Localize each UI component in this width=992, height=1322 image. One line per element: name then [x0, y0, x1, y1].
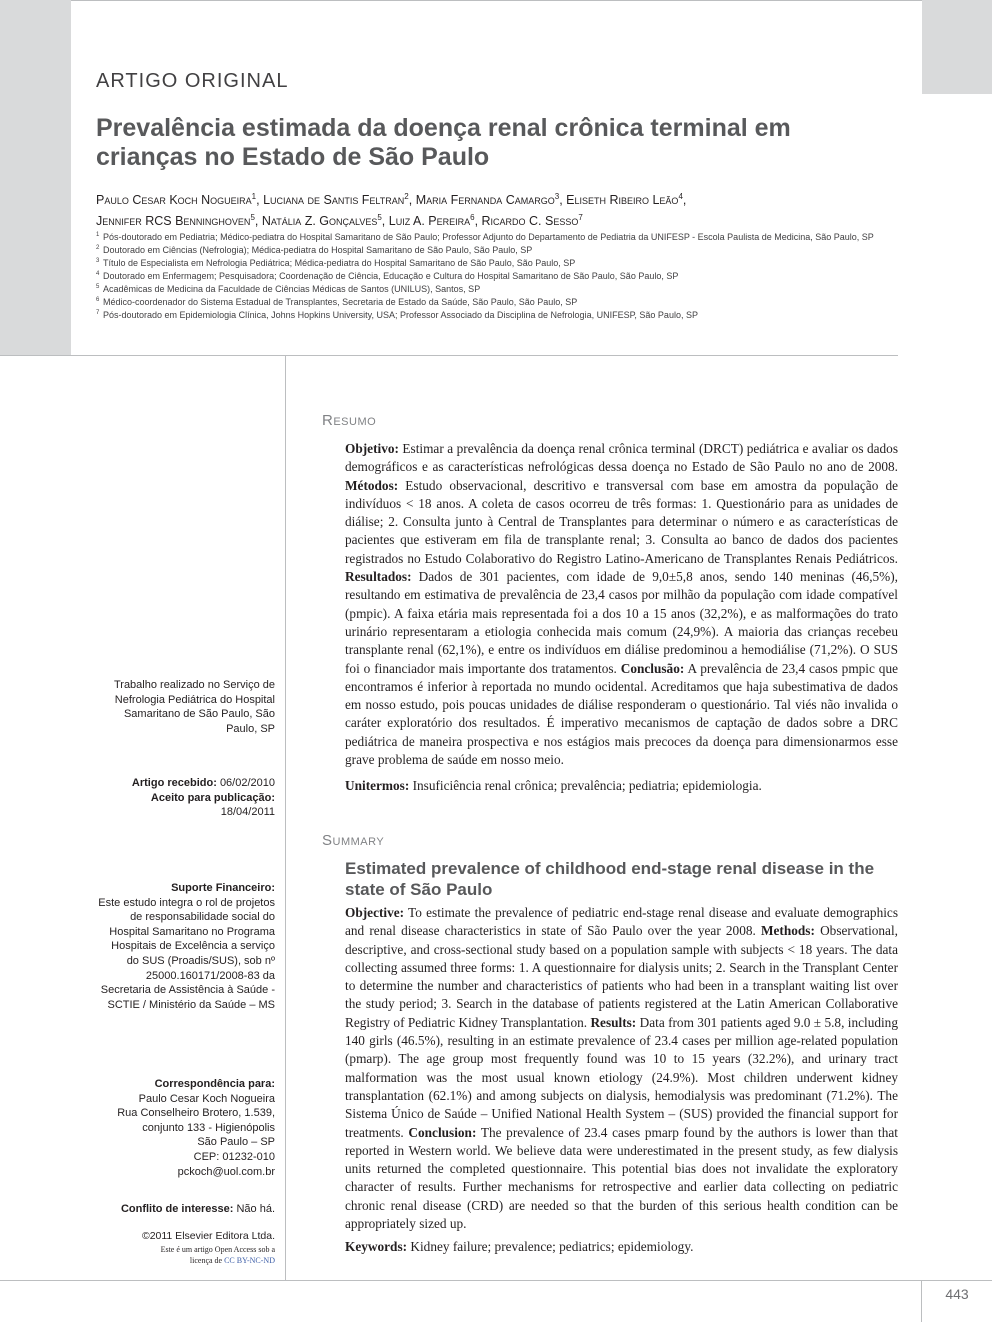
author-separator: , [682, 193, 687, 208]
author-separator: , [408, 193, 416, 208]
footer-divider [0, 1280, 992, 1281]
funding-label: Suporte Financeiro: [171, 882, 275, 894]
affiliation [96, 309, 898, 322]
affiliation-text: Médico-coordenador do Sistema Estadual de Transplantes, Secretaria de Estado da Saúde, São Paulo, São Paulo, SP [103, 297, 578, 307]
results-label: Results: [590, 1014, 637, 1030]
conflict-label: Conflito de interesse: [120, 1203, 234, 1215]
objetivo-label: Objetivo: [345, 441, 399, 456]
affiliation-text: Doutorado em Ciências (Nefrologia); Médica-pediatra do Hospital Samaritano de São Paulo, São Paulo, SP [103, 245, 533, 255]
objetivo-text: Estimar a prevalência da doença renal crônica terminal (DRCT) pediátrica e avaliar os dados demográficos e as características nefrológicas dessa doença no Estado de São Paulo no ano de 2008. [345, 441, 898, 475]
uniterms-text: Insuficiência renal crônica; prevalência; pediatria; epidemiologia. [409, 778, 762, 793]
accepted-label: Aceito para publicação: [150, 791, 275, 804]
affiliation-text: Pós-doutorado em Pediatria; Médico-pediatra do Hospital Samaritano de São Paulo; Professor Adjunto do Departamento de Pediatria da UNIFESP - Escola Paulista de Medicina, São Paulo, SP [103, 232, 874, 242]
author-affiliation-ref: 5 [377, 213, 382, 223]
received-date [96, 776, 275, 791]
license-link[interactable]: CC BY-NC-ND [224, 1255, 275, 1265]
accepted-value: 18/04/2011 [220, 806, 275, 819]
funding-block [96, 881, 275, 1012]
keywords [345, 1238, 898, 1256]
resultados-label: Resultados: [345, 569, 412, 585]
article-title: Prevalência estimada da doença renal crônica terminal em crianças no Estado de São Paulo [96, 114, 791, 171]
affiliation-number: 5 [96, 284, 100, 290]
affiliation-number: 6 [96, 297, 100, 303]
accepted-date [96, 791, 275, 820]
affiliation-text: Título de Especialista em Nefrologia Pediátrica; Médica-pediatra do Hospital Samaritano de São Paulo, São Paulo, SP [103, 258, 576, 268]
author-separator: , [256, 193, 264, 208]
correspondence-line: Paulo Cesar Koch Nogueira [138, 1092, 275, 1105]
top-left-gray-band [0, 0, 71, 356]
author-affiliation-ref: 2 [404, 192, 409, 201]
author-affiliation-ref: 1 [251, 192, 257, 201]
methods-text: Observational, descriptive, and cross-sectional study based on a population sample with subjects < 18 years. The data collecting assumed three forms: 1. A questionnaire for dialysis units; 2. Search in the Transplant Center to determine the number and characteristics of patients who had been in a transplant waiting list over the study period; 3. Search in the database of patients registered at the Latin American Collaborative Registry of Pediatric Kidney Transplantation. [345, 923, 898, 1030]
page-number: 443 [945, 1286, 969, 1302]
author: Ricardo C. Sesso [481, 214, 579, 229]
affiliation-list [96, 231, 898, 322]
affiliation-number: 2 [96, 245, 100, 251]
conclusao-label: Conclusão: [620, 660, 685, 676]
affiliation-text: Doutorado em Enfermagem; Pesquisadora; Coordenação de Ciência, Educação e Cultura do Hospital Samaritano de São Paulo, São Paulo, SP [103, 271, 679, 281]
author-separator: , [559, 193, 567, 208]
affiliation-text: Acadêmicas de Medicina da Faculdade de Ciências Médicas de Santos (UNILUS), Santos, SP [103, 284, 481, 294]
affiliation-number: 1 [96, 232, 100, 238]
results-text: Data from 301 patients aged 9.0 ± 5.8, including 140 girls (46.5%), resulting in an estimate prevalence of 23.4 cases per million age-related population (pmarp). The age group most frequently found was 10 to 15 years (32.2%), and urinary tract malformation was the most usual known etiology (24.9%). Most children underwent kidney transplantation (62.1%) and among subjects on dialysis, hemodialysis was predominant (71.2%). The Sistema Único de Saúde – Unified National Health System – (SUS) provided the financial support for treatments. [345, 1014, 898, 1140]
author: Maria Fernanda Camargo [415, 193, 555, 208]
author: Jennifer RCS Benninghoven [96, 214, 251, 229]
top-border [71, 0, 922, 1]
author-affiliation-ref: 7 [578, 213, 583, 223]
conclusion-text: The prevalence of 23.4 cases pmarp found by the authors is lower than that reported in Western world. We believe data were underestimated in the present study, as few dialysis units returned the completed questionnaire. This potential bias does not invalidate the exploratory character of results. Further mechanisms for retrospective and earlier data collecting on pediatric chronic renal disease (CRD) are needed so that the burden of this serious health condition can be appropriately sized up. [345, 1124, 898, 1232]
author: Eliseth Ribeiro Leão [566, 193, 679, 208]
affiliation [96, 257, 898, 270]
summary-abstract [345, 904, 898, 1233]
author: Luiz A. Pereira [388, 214, 471, 229]
correspondence-line: Rua Conselheiro Brotero, 1.539, [117, 1107, 275, 1120]
author-separator: , [254, 214, 262, 229]
resumo-abstract [345, 440, 898, 769]
funding-text: Este estudo integra o rol de projetos de responsabilidade social do Hospital Samaritano no Programa Hospitais de Excelência a serviço do SUS (Proadis/SUS), sob nº 25000.160171/2008-83 da Secretaria de Assistência à Saúde - SCTIE / Ministério da Saúde – MS [98, 896, 275, 1011]
license-text: licença de [189, 1255, 223, 1265]
received-value: 06/02/2010 [219, 777, 275, 789]
summary-heading: Summary [322, 832, 385, 849]
keywords-label: Keywords: [345, 1239, 408, 1254]
correspondence-line: São Paulo – SP [197, 1136, 275, 1149]
top-right-gray-band [922, 0, 992, 94]
author-separator: , [474, 214, 482, 229]
correspondence-email: pckoch@uol.com.br [177, 1165, 275, 1178]
keywords-text: Kidney failure; prevalence; pediatrics; epidemiology. [407, 1239, 694, 1254]
affiliation [96, 231, 898, 244]
conclusion-label: Conclusion: [408, 1124, 477, 1140]
copyright: ©2011 Elsevier Editora Ltda. [141, 1230, 275, 1242]
affiliation-number: 7 [96, 310, 100, 316]
affiliation [96, 270, 898, 283]
received-label: Artigo recebido: [131, 777, 217, 789]
author-list [96, 188, 898, 230]
methods-label: Methods: [760, 923, 815, 939]
correspondence-line: conjunto 133 - Higienópolis [142, 1121, 275, 1134]
license-line [96, 1255, 275, 1266]
resumo-heading: Resumo [322, 412, 377, 429]
conflict-value: Não há. [236, 1203, 275, 1215]
objective-label: Objective: [345, 905, 405, 920]
author-affiliation-ref: 6 [470, 213, 475, 223]
license-block [96, 1229, 275, 1266]
column-divider [285, 356, 286, 1280]
section-label: ARTIGO ORIGINAL [96, 70, 289, 92]
correspondence-block [96, 1077, 275, 1179]
metodos-text: Estudo observacional, descritivo e transversal com base em amostra da população de indivíduos < 18 anos. A coleta de casos ocorreu de três formas: 1. Questionário para as unidades de diálise; 2. Consulta junto à Central de Transplantes para determinar o número e as características de pacientes que estiveram em fila de transplante renal; 3. Consulta ao banco de dados dos pacientes registrados no Estudo Colaborativo do Registro Latino-Americano de Transplantes Renais Pediátricos. [345, 477, 898, 566]
license-text: Este é um artigo Open Access sob a [160, 1244, 275, 1254]
work-note: Trabalho realizado no Serviço de Nefrologia Pediátrica do Hospital Samaritano de São Paulo, São Paulo, SP [113, 679, 275, 735]
author-affiliation-ref: 3 [554, 192, 560, 201]
correspondence-line: CEP: 01232-010 [193, 1150, 275, 1163]
english-title: Estimated prevalence of childhood end-stage renal disease in the state of São Paulo [345, 859, 875, 899]
author-affiliation-ref: 5 [250, 213, 255, 223]
affiliation-number: 4 [96, 271, 100, 277]
affiliation [96, 283, 898, 296]
conclusao-text: A prevalência de 23,4 casos pmpic que encontramos é inferior à reportada no mundo ocidental. Acreditamos que haja subestimativa de dados em nosso estudo, pois poucas unidades de diálise responderam o questionário. Tal viés não invalida o caráter exploratório dos resultados. É imperativo mecanismos de captação de dados sobre a DRC pediátrica de maneira prospectiva e nos estágios mais precoces da doença para dimensionarmos esse grave problema de saúde em nosso meio. [345, 660, 898, 768]
author: Natália Z. Gonçalves [261, 214, 378, 229]
dates-block [96, 776, 275, 820]
author: Paulo Cesar Koch Nogueira [96, 193, 252, 208]
metodos-label: Métodos: [345, 477, 399, 493]
uniterms [345, 777, 898, 795]
author-separator: , [381, 214, 389, 229]
objective-text: To estimate the prevalence of pediatric end-stage renal disease and evaluate demographics and renal disease characteristics in state of São Paulo over the year 2008. [345, 905, 898, 939]
header-divider [0, 355, 898, 356]
resultados-text: Dados de 301 pacientes, com idade de 9,0±5,8 anos, sendo 140 meninas (46,5%), resultando em estimativa de prevalência de 23,4 casos por milhão da população com idade compatível (pmpic). A faixa etária mais representada foi a dos 10 a 15 anos (32,2%), e as malformações do trato urinário representaram a etiologia conhecida mais comum (24,9%). A maioria das crianças recebeu transplante renal (62,1%), e entre os indivíduos em diálise predominou a hemodiálise (71,2%). O SUS foi o financiador mais importante dos tratamentos. [345, 569, 898, 676]
uniterms-label: Unitermos: [345, 778, 410, 793]
affiliation-number: 3 [96, 258, 100, 264]
affiliation-text: Pós-doutorado em Epidemiologia Clínica, Johns Hopkins University, USA; Professor Associado da Disciplina de Nefrologia, UNIFESP, São Paulo, SP [103, 310, 698, 320]
author-affiliation-ref: 4 [678, 192, 683, 201]
author: Luciana de Santis Feltran [263, 193, 405, 208]
conflict-block [96, 1202, 275, 1217]
affiliation [96, 244, 898, 257]
correspondence-label: Correspondência para: [154, 1078, 275, 1090]
affiliation [96, 296, 898, 309]
